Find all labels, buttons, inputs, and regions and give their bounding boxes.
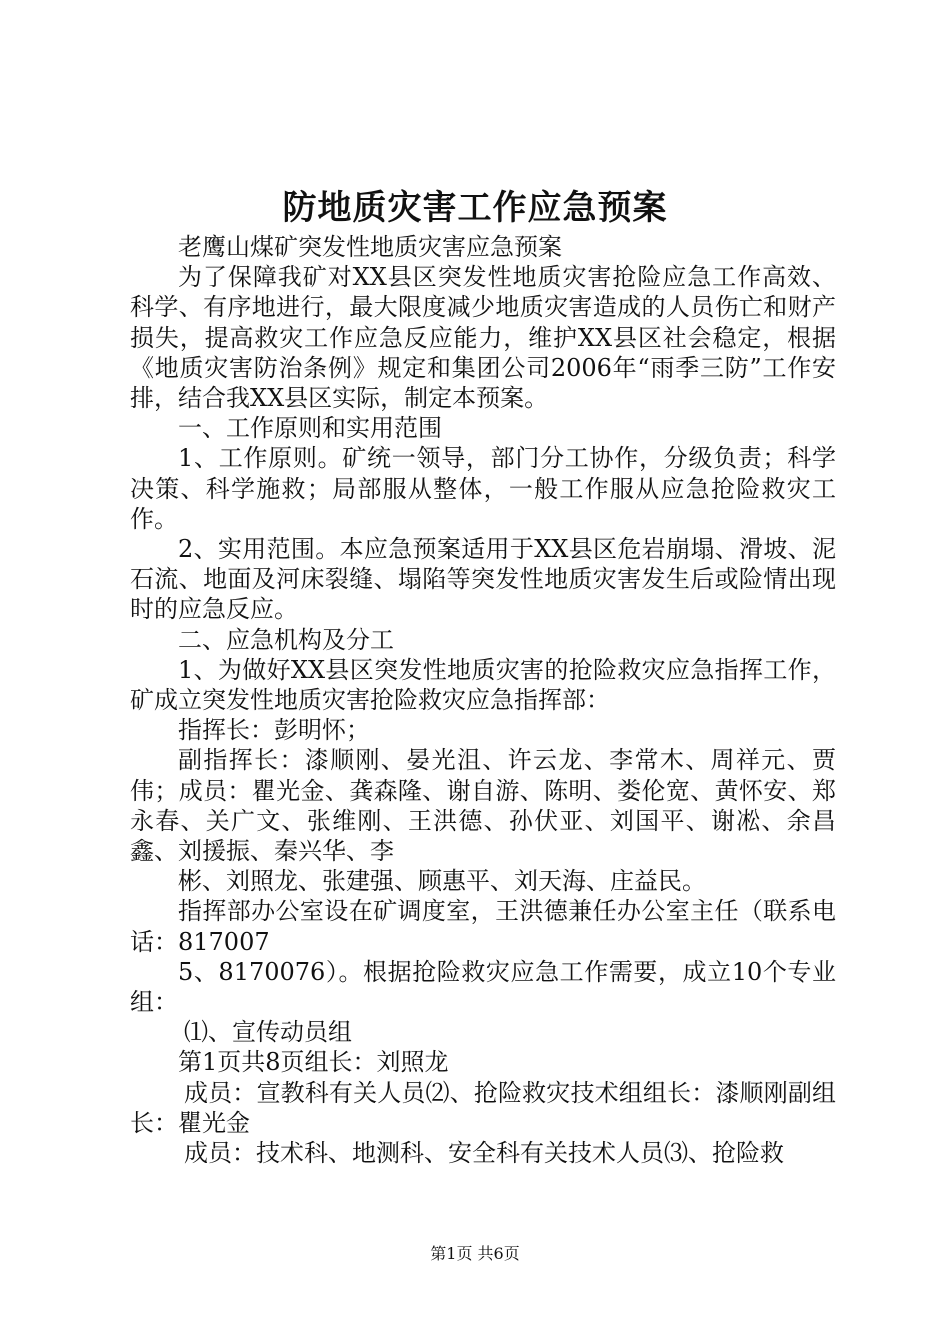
paragraph-group-2-members: 成员：技术科、地测科、安全科有关技术人员⑶、抢险救	[184, 1139, 784, 1168]
paragraph-subtitle: 老鹰山煤矿突发性地质灾害应急预案	[178, 233, 562, 261]
heading-principles: 一、工作原则和实用范围	[178, 414, 442, 443]
page-footer: 第1页 共6页	[430, 1244, 520, 1263]
paragraph-purpose: 为了保障我矿对XX县区突发性地质灾害抢险应急工作高效、科学、有序地进行，最大限度减少地质灾害造成的人员伤亡和财产损失，提高救灾工作应急反应能力，维护XX县区社会稳定，根据《地质灾害防治条例》规定和集团公司2006年“雨季三防”工作安排，结合我XX县区实际，制定本预案。	[130, 263, 836, 413]
paragraph-members-continued: 彬、刘照龙、张建强、顾惠平、刘天海、庄益民。	[178, 867, 706, 896]
paragraph-group-2: 成员：宣教科有关人员⑵、抢险救灾技术组组长：漆顺刚副组长：瞿光金	[130, 1078, 836, 1137]
paragraph-principles: 1、工作原则。矿统一领导，部门分工协作，分级负责；科学决策、科学施救；局部服从整体，一般工作服从应急抢险救灾工作。	[130, 444, 836, 533]
paragraph-office: 指挥部办公室设在矿调度室，王洪德兼任办公室主任（联系电话：817007	[130, 897, 836, 956]
paragraph-commander: 指挥长：彭明怀；	[178, 716, 370, 745]
paragraph-group-1-leader: 第1页共8页组长：刘照龙	[178, 1048, 449, 1077]
paragraph-command-setup: 1、为做好XX县区突发性地质灾害的抢险救灾应急指挥工作，矿成立突发性地质灾害抢险救灾应急指挥部：	[130, 655, 836, 715]
paragraph-group-1: ⑴、宣传动员组	[184, 1018, 352, 1047]
paragraph-groups: 5、8170076）。根据抢险救灾应急工作需要，成立10个专业组：	[130, 957, 836, 1017]
document-title: 防地质灾害工作应急预案	[282, 188, 668, 228]
paragraph-scope: 2、实用范围。本应急预案适用于XX县区危岩崩塌、滑坡、泥石流、地面及河床裂缝、塌陷等突发性地质灾害发生后或险情出现时的应急反应。	[130, 535, 836, 624]
heading-organization: 二、应急机构及分工	[178, 625, 394, 654]
paragraph-deputies-members: 副指挥长：漆顺刚、晏光沮、许云龙、李常木、周祥元、贾伟；成员：瞿光金、龚森隆、谢自游、陈明、娄伦宽、黄怀安、郑永春、关广文、张维刚、王洪德、孙伏亚、刘国平、谢凇、余昌鑫、刘援振、秦兴华、李	[130, 746, 836, 866]
document-body	[130, 232, 836, 1168]
